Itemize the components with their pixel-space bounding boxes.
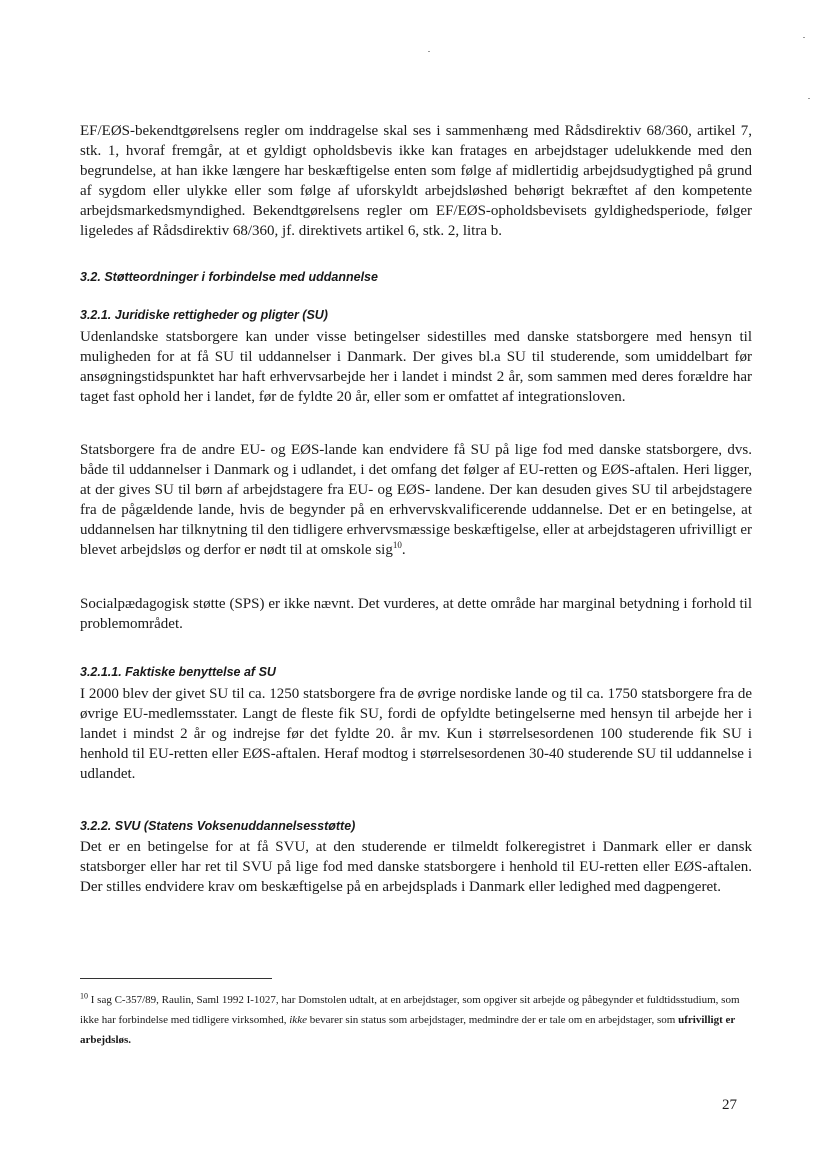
section-3-2-1-heading-block [80,307,752,323]
section-3-2-heading-block [80,269,752,285]
scan-speck [428,51,430,52]
su-facts-paragraph: I 2000 blev der givet SU til ca. 1250 statsborgere fra de øvrige nordiske lande og til ca. 1750 statsborgere fra de øvrige EU-medlemsstater. Langt de fleste fik SU, fordi de opfyldte betingelserne med hensyn til arbejde her i landet i mindst 2 år og indrejse før det fyldte 20. år mv. Kun i størrelsesordenen 100 studerende fik SU i henhold til EU-retten eller EØS-aftalen. Heraf modtog i størrelsesordenen 30-40 studerende SU til uddannelse i udlandet. [80,686,752,782]
section-3-2-2-heading-block [80,818,752,834]
section-3-2-1-1-heading-block [80,664,752,680]
footnote-emphasis: ikke [289,1014,307,1026]
eu-eos-paragraph-block [80,440,752,560]
section-3-2-2-heading: 3.2.2. SVU (Statens Voksenuddannelsesstøtte) [80,819,356,833]
intro-paragraph-block [80,121,752,241]
eu-eos-paragraph-end: . [401,542,406,558]
footnote-text-middle: bevarer sin status som arbejdstager, medmindre der er tale om en arbejdstager, som [306,1014,679,1026]
sps-paragraph: Socialpædagogisk støtte (SPS) er ikke nævnt. Det vurderes, at dette område har marginal betydning i forhold til problemområdet. [80,596,752,632]
eu-eos-paragraph-text: Statsborgere fra de andre EU- og EØS-lande kan endvidere få SU på lige fod med danske statsborgere, dvs. både til uddannelser i Danmark og i udlandet, i det omfang det følger af EU-retten og EØS-aftalen. Heri ligger, at der gives SU til børn af arbejdstagere fra EU- og EØS- landene. Der kan desuden gives SU til arbejdstagere fra de pågældende lande, hvis de begynder på en erhvervskvalificerende uddannelse. Det er en betingelse, at uddannelsen har tilknytning til den tidligere erhvervsmæssige beskæftigelse, eller at arbejdstageren ufrivilligt er blevet arbejdsløs og derfor er nødt til at omskole sig [80,442,752,558]
footnote-10 [80,990,752,1050]
su-rights-paragraph: Udenlandske statsborgere kan under visse betingelser sidestilles med danske statsborgere med hensyn til muligheden for at få SU til uddannelser i Danmark. Der gives bl.a SU til studerende, som umiddelbart før ansøgningstidspunktet har haft erhvervsarbejde her i landet i mindst 2 år, som sammen med deres forældre har taget fast ophold her i landet, før de fyldte 20 år, eller som er omfattet af integrationsloven. [80,329,752,405]
section-3-2-1-1-heading: 3.2.1.1. Faktiske benyttelse af SU [80,665,276,679]
scan-speck [803,37,805,38]
sps-paragraph-block [80,594,752,634]
page-number: 27 [722,1097,737,1113]
section-3-2-heading: 3.2. Støtteordninger i forbindelse med uddannelse [80,270,378,284]
scan-speck [808,98,810,99]
footnote-separator [80,978,272,979]
intro-paragraph: EF/EØS-bekendtgørelsens regler om inddragelse skal ses i sammenhæng med Rådsdirektiv 68/360, artikel 7, stk. 1, hvoraf fremgår, at et gyldigt opholdsbevis ikke kan fratages en arbejdstager udelukkende med den begrundelse, at han ikke længere har beskæftigelse enten som følge af midlertidig arbejdsudygtighed på grund af sygdom eller ulykke eller som følge af uforskyldt arbejdsløshed behørigt bekræftet af den kompetente arbejdsmarkedsmyndighed. Bekendtgørelsens regler om EF/EØS-opholdsbevisets gyldighedsperiode, følger ligeledes af Rådsdirektiv 68/360, jf. direktivets artikel 6, stk. 2, litra b. [80,123,752,239]
footnote-text-start: I sag C-357/89, Raulin, Saml 1992 I-1027, har Domstolen udtalt, at en arbejdstager, som opgiver sit arbejde og påbegynder et fuldtidsstudium, som ikke har forbindelse med tidligere virksomhed, [80,994,740,1026]
footnote-number: 10 [80,991,88,1001]
footnote-ref-10: 10 [392,540,402,550]
footnote-bold-text: ufrivilligt er arbejdsløs. [80,1014,736,1046]
su-facts-paragraph-block [80,684,752,784]
eu-eos-paragraph [80,440,752,560]
svu-paragraph: Det er en betingelse for at få SVU, at den studerende er tilmeldt folkeregistret i Danmark eller er dansk statsborger eller har ret til SVU på lige fod med danske statsborgere i henhold til EU-retten eller EØS-aftalen. Der stilles endvidere krav om beskæftigelse på en arbejdsplads i Danmark eller ledighed med dagpengeret. [80,839,752,895]
su-rights-paragraph-block [80,327,752,407]
svu-paragraph-block [80,837,752,897]
section-3-2-1-heading: 3.2.1. Juridiske rettigheder og pligter (SU) [80,308,328,322]
